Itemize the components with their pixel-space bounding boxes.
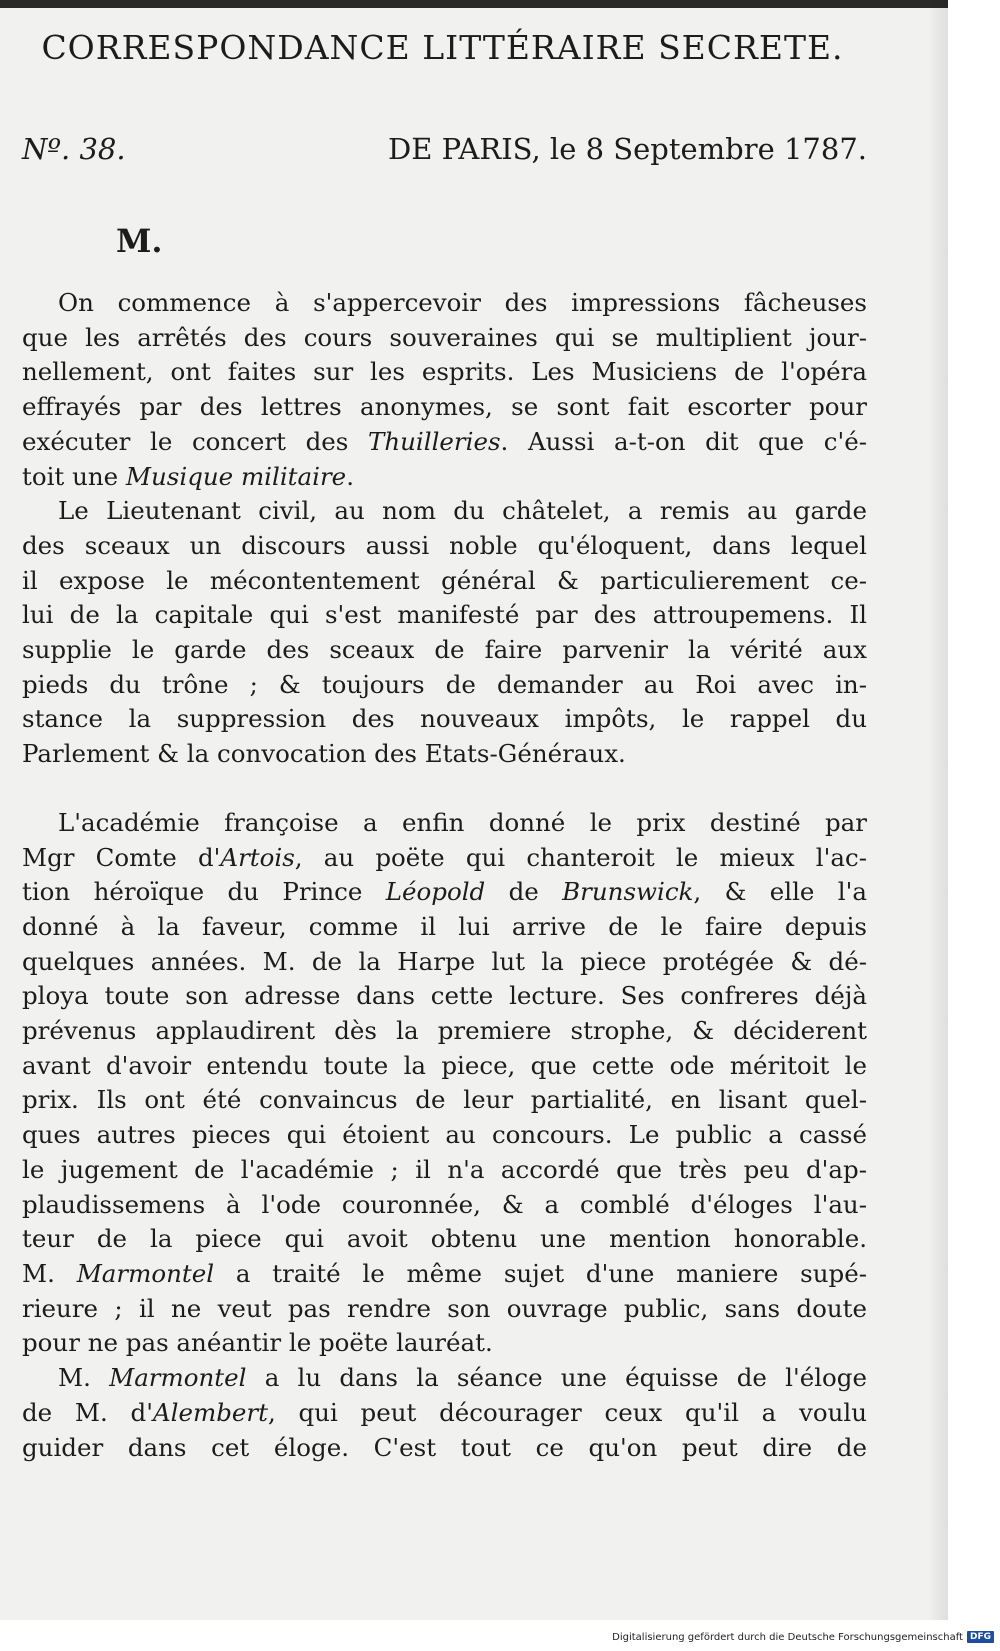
- text-line: quelques années. M. de la Harpe lut la piece protégée & dé-: [22, 946, 867, 976]
- text-line: guider dans cet éloge. C'est tout ce qu'on peut dire de: [22, 1432, 867, 1462]
- text-line: supplie le garde des sceaux de faire parvenir la vérité aux: [22, 635, 867, 665]
- text-line: stance la suppression des nouveaux impôts, le rappel du: [22, 704, 867, 734]
- text-line: prévenus applaudirent dès la premiere strophe, & déciderent: [22, 1016, 867, 1046]
- text-line: Le Lieutenant civil, au nom du châtelet, a remis au garde: [58, 496, 867, 526]
- text-line: il expose le mécontentement général & particulierement ce-: [22, 565, 867, 595]
- text-line: que les arrêtés des cours souveraines qui se multiplient jour-: [22, 322, 867, 352]
- text-line: le jugement de l'académie ; il n'a accordé que très peu d'ap-: [22, 1154, 867, 1184]
- text-line: M. Marmontel a traité le même sujet d'une maniere supé-: [22, 1258, 867, 1288]
- paragraph-1: [22, 286, 867, 494]
- paragraph-2: [22, 494, 867, 772]
- text-line: plaudissemens à l'ode couronnée, & a comblé d'éloges l'au-: [22, 1189, 867, 1219]
- text-line: lui de la capitale qui s'est manifesté par des attroupemens. Il: [22, 600, 867, 630]
- issue-date: DE PARIS, le 8 Septembre 1787.: [387, 132, 867, 166]
- salutation: M.: [116, 222, 163, 260]
- text-line: prix. Ils ont été convaincus de leur partialité, en lisant quel-: [22, 1085, 867, 1115]
- text-line: teur de la piece qui avoit obtenu une mention honorable.: [22, 1224, 867, 1254]
- text-line: Mgr Comte d'Artois, au poëte qui chanteroit le mieux l'ac-: [22, 842, 867, 872]
- text-line: exécuter le concert des Thuilleries. Aussi a-t-on dit que c'é-: [22, 426, 867, 456]
- dfg-logo: DFG: [967, 1631, 994, 1643]
- text-line: de M. d'Alembert, qui peut décourager ceux qu'il a voulu: [22, 1397, 867, 1427]
- paragraph-4: [22, 1361, 867, 1465]
- text-line: des sceaux un discours aussi noble qu'éloquent, dans lequel: [22, 530, 867, 560]
- text-line: L'académie françoise a enfin donné le prix destiné par: [58, 807, 867, 837]
- issue-line: [22, 132, 867, 172]
- text-line: avant d'avoir entendu toute la piece, que cette ode méritoit le: [22, 1050, 867, 1080]
- text-line: Parlement & la convocation des Etats-Généraux.: [22, 739, 626, 769]
- text-line: toit une Musique militaire.: [22, 461, 354, 491]
- text-line: ques autres pieces qui étoient au concours. Le public a cassé: [22, 1120, 867, 1150]
- issue-number: Nº. 38.: [22, 132, 126, 166]
- paragraph-3: [22, 806, 867, 1361]
- text-line: pour ne pas anéantir le poëte lauréat.: [22, 1328, 493, 1358]
- masthead-title: CORRESPONDANCE LITTÉRAIRE SECRETE.: [41, 28, 844, 67]
- text-line: nellement, ont faites sur les esprits. Les Musiciens de l'opéra: [22, 357, 867, 387]
- footer-credit-text: Digitalisierung gefördert durch die Deutsche Forschungsgemeinschaft: [612, 1631, 963, 1643]
- footer-credit: [612, 1631, 994, 1643]
- text-line: tion héroïque du Prince Léopold de Brunswick, & elle l'a: [22, 877, 867, 907]
- text-line: M. Marmontel a lu dans la séance une équisse de l'éloge: [58, 1363, 867, 1393]
- text-line: effrayés par des lettres anonymes, se sont fait escorter pour: [22, 392, 867, 422]
- text-line: donné à la faveur, comme il lui arrive de le faire depuis: [22, 911, 867, 941]
- text-line: pieds du trône ; & toujours de demander au Roi avec in-: [22, 669, 867, 699]
- text-line: rieure ; il ne veut pas rendre son ouvrage public, sans doute: [22, 1293, 867, 1323]
- text-line: ploya toute son adresse dans cette lecture. Ses confreres déjà: [22, 981, 867, 1011]
- text-line: On commence à s'appercevoir des impressions fâcheuses: [58, 288, 867, 317]
- article-body: [22, 286, 867, 1465]
